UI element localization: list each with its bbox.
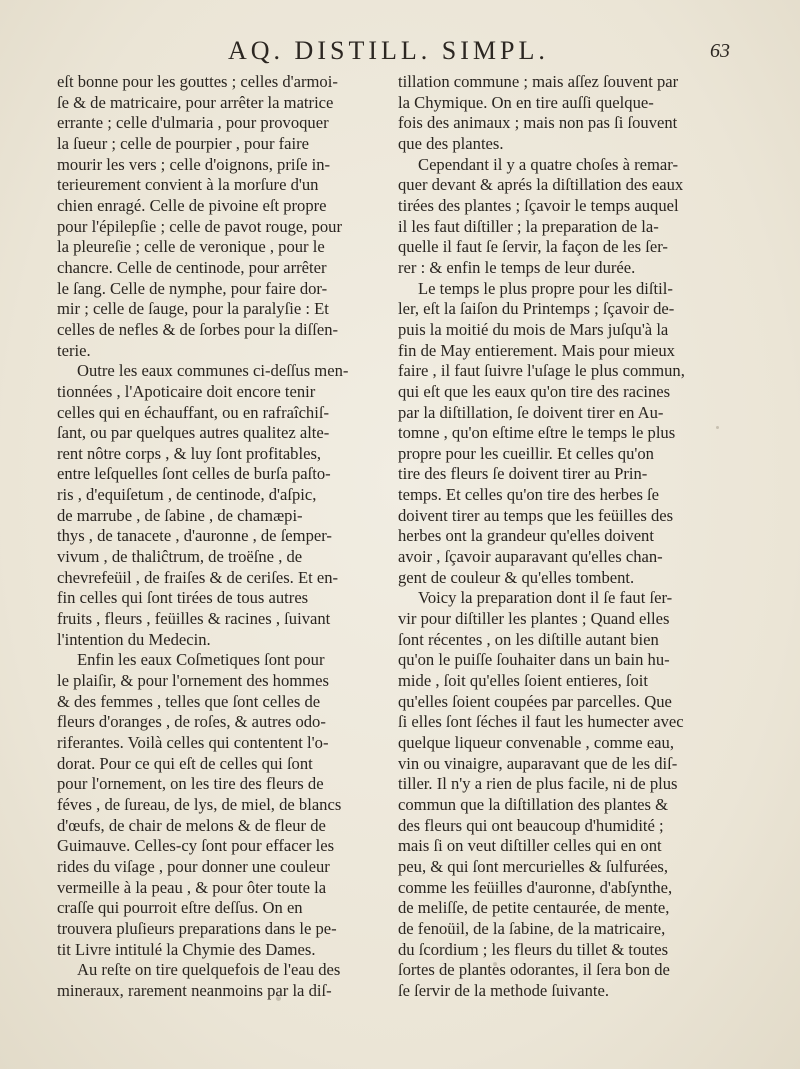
text-line: quer devant & aprés la diſtillation des eaux	[398, 175, 684, 195]
text-line: tiller. Il n'y a rien de plus facile, ni de plus	[398, 774, 678, 794]
text-line: Le temps le plus propre pour les diſtil-	[418, 278, 673, 298]
text-line: vir pour diſtiller les plantes ; Quand elles	[398, 609, 670, 629]
text-line: par la diſtillation, ſe doivent tirer en Au-	[398, 402, 664, 422]
text-line: Guimauve. Celles-cy ſont pour effacer les	[57, 836, 335, 856]
text-line: de marrube , de ſabine , de chamæpi-	[57, 505, 303, 525]
text-line: fin celles qui ſont tirées de tous autres	[57, 588, 309, 608]
ink-smudge	[716, 426, 719, 429]
text-line: commun que la diſtillation des plantes &	[398, 794, 669, 814]
text-line: l'intention du Medecin.	[57, 629, 211, 649]
text-line: ſont récentes , on les diſtille autant bien	[398, 629, 659, 649]
text-line: errante ; celle d'ulmaria , pour provoquer	[57, 113, 329, 133]
text-line: & des femmes , telles que ſont celles de	[57, 691, 321, 711]
text-line: féves , de ſureau, de lys, de miel, de blancs	[57, 794, 342, 814]
text-line: ſortes de plantes odorantes, il ſera bon de	[398, 960, 670, 980]
text-line: tomne , qu'on eſtime eſtre le temps le plus	[398, 423, 676, 443]
text-line: temps. Et celles qu'on tire des herbes ſe	[398, 485, 660, 505]
text-line: tit Livre intitulé la Chymie des Dames.	[57, 939, 316, 959]
text-line: mais ſi on veut diſtiller celles qui en ont	[398, 836, 662, 856]
text-line: rent nôtre corps , & luy ſont profitables,	[57, 443, 322, 463]
text-line: vin ou vinaigre, auparavant que de les diſ-	[398, 753, 678, 773]
text-line: peu, & qui ſont mercurielles & ſulfurées,	[398, 856, 669, 876]
text-line: quelle il faut ſe ſervir, la façon de les ſer-	[398, 237, 668, 257]
text-line: celles qui en échauffant, ou en rafraîchiſ-	[57, 402, 329, 422]
text-line: rides du viſage , pour donner une couleur	[57, 856, 330, 876]
text-line: chevrefeüil , de fraiſes & de ceriſes. Et en-	[57, 567, 339, 587]
text-line: ſe & de matricaire, pour arrêter la matrice	[57, 92, 334, 112]
text-line: craſſe qui pourroit eſtre deſſus. On en	[57, 898, 303, 918]
text-line: Voicy la preparation dont il ſe faut ſer-	[418, 588, 673, 608]
running-title: AQ. DISTILL. SIMPL.	[228, 36, 549, 65]
text-line: tirées des plantes ; ſçavoir le temps auquel	[398, 195, 679, 215]
text-line: il les faut diſtiller ; la preparation de la-	[398, 216, 659, 236]
text-line: fois des animaux ; mais non pas ſi ſouvent	[398, 113, 678, 133]
text-line: rer : & enfin le temps de leur durée.	[398, 257, 636, 277]
text-line: mourir les vers ; celle d'oignons, priſe in-	[57, 154, 331, 174]
text-line: pour l'épilepſie ; celle de pavot rouge, pour	[57, 216, 342, 236]
text-line: chien enragé. Celle de pivoine eſt propre	[57, 195, 327, 215]
page-header	[0, 36, 800, 70]
text-line: mineraux, rarement neanmoins par la diſ-	[57, 980, 332, 1000]
right-text-column	[398, 72, 718, 1002]
ink-smudge	[493, 962, 497, 966]
text-line: vivum , de thaliĉtrum, de troëſne , de	[57, 547, 303, 567]
text-line: ſant, ou par quelques autres qualitez alte-	[57, 423, 330, 443]
text-line: ris , d'equiſetum , de centinode, d'aſpic,	[57, 485, 317, 505]
page-number: 63	[710, 40, 730, 62]
text-line: propre pour les cueillir. Et celles qu'on	[398, 443, 654, 463]
text-line: fruits , fleurs , feüilles & racines , ſuivant	[57, 609, 331, 629]
text-line: mir ; celle de ſauge, pour la paralyſie : Et	[57, 299, 329, 319]
text-line: doivent tirer au temps que les feüilles des	[398, 505, 674, 525]
text-line: ſe ſervir de la methode ſuivante.	[398, 980, 610, 1000]
text-line: Enfin les eaux Coſmetiques ſont pour	[77, 650, 325, 670]
text-line: du ſcordium ; les fleurs du tillet & toutes	[398, 939, 669, 959]
text-line: tionnées , l'Apoticaire doit encore tenir	[57, 381, 316, 401]
text-line: faire , il faut ſuivre l'uſage le plus commun,	[398, 361, 685, 381]
text-line: Outre les eaux communes ci-deſſus men-	[77, 361, 349, 381]
text-line: thys , de tanacete , d'auronne , de ſemper-	[57, 526, 332, 546]
text-line: de fenoüil, de la ſabine, de la matricaire,	[398, 918, 666, 938]
text-line: puis la moitié du mois de Mars juſqu'à la	[398, 319, 669, 339]
text-line: le plaiſir, & pour l'ornement des hommes	[57, 671, 329, 691]
text-line: Cependant il y a quatre choſes à remar-	[418, 154, 678, 174]
text-line: terieurement convient à la morſure d'un	[57, 175, 319, 195]
text-line: fin de May entierement. Mais pour mieux	[398, 340, 675, 360]
text-line: ler, eſt la ſaiſon du Printemps ; ſçavoir de-	[398, 299, 675, 319]
left-text-column	[57, 72, 387, 1002]
text-line: la ſueur ; celle de pourpier , pour faire	[57, 133, 310, 153]
text-line: fleurs d'oranges , de roſes, & autres odo-	[57, 712, 326, 732]
text-line: quelque liqueur convenable , comme eau,	[398, 733, 674, 752]
text-line: le ſang. Celle de nymphe, pour faire dor-	[57, 278, 328, 298]
text-line: qu'on le puiſſe ſouhaiter dans un bain hu-	[398, 650, 670, 670]
text-line: chancre. Celle de centinode, pour arrêter	[57, 257, 327, 277]
text-line: Au reſte on tire quelquefois de l'eau des	[77, 960, 341, 980]
text-line: riferantes. Voilà celles qui contentent l'o-	[57, 733, 329, 752]
text-line: pour l'ornement, on les tire des fleurs de	[57, 774, 324, 794]
text-line: d'œufs, de chair de melons & de fleur de	[57, 815, 326, 835]
text-line: de meliſſe, de petite centaurée, de mente,	[398, 898, 670, 918]
text-line: mide , ſoit qu'elles ſoient entieres, ſoit	[398, 671, 649, 691]
text-line: comme les feüilles d'auronne, d'abſynthe,	[398, 877, 673, 897]
text-line: gent de couleur & qu'elles tombent.	[398, 567, 635, 587]
text-line: qu'elles ſoient coupées par parcelles. Que	[398, 691, 672, 711]
text-line: dorat. Pour ce qui eſt de celles qui ſont	[57, 753, 313, 773]
text-line: celles de nefles & de ſorbes pour la diſſen-	[57, 319, 339, 339]
text-line: que des plantes.	[398, 133, 504, 153]
text-line: herbes ont la grandeur qu'elles doivent	[398, 526, 654, 546]
ink-smudge	[276, 996, 281, 1001]
text-line: terie.	[57, 340, 91, 360]
text-line: entre leſquelles ſont celles de burſa paſto-	[57, 464, 331, 484]
text-line: eſt bonne pour les gouttes ; celles d'armoi-	[57, 72, 338, 91]
text-line: vermeille à la peau , & pour ôter toute la	[57, 877, 327, 897]
text-line: ſi elles ſont ſéches il faut les humecter avec	[398, 712, 684, 732]
text-line: tire des fleurs ſe doivent tirer au Prin-	[398, 464, 648, 484]
text-line: trouvera pluſieurs preparations dans le pe-	[57, 918, 337, 938]
text-line: des fleurs qui ont beaucoup d'humidité ;	[398, 815, 664, 835]
text-line: la pleureſie ; celle de veronique , pour le	[57, 237, 325, 257]
text-line: la Chymique. On en tire auſſi quelque-	[398, 92, 654, 112]
text-line: qui eſt que les eaux qu'on tire des racines	[398, 381, 671, 401]
text-line: avoir , ſçavoir auparavant qu'elles chan-	[398, 547, 663, 567]
text-line: tillation commune ; mais aſſez ſouvent par	[398, 72, 679, 91]
